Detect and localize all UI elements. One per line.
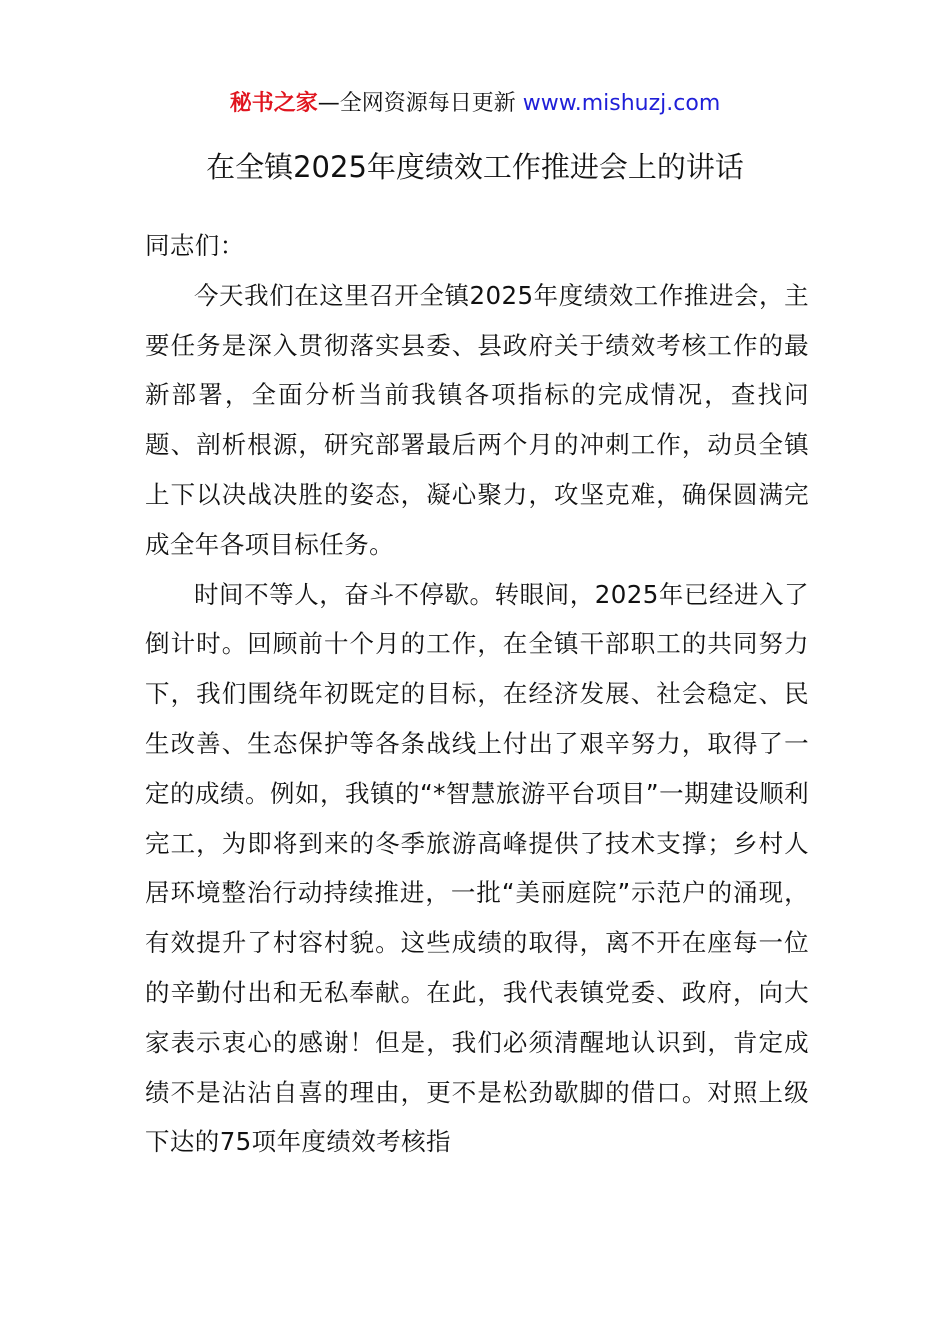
site-header: [0, 88, 950, 120]
document-body: [145, 221, 809, 1167]
site-url-link[interactable]: www.mishuzj.com: [522, 91, 721, 116]
salutation: 同志们：: [145, 231, 245, 260]
site-brand: 秘书之家: [229, 91, 318, 116]
document-title: 在全镇2025年度绩效工作推进会上的讲话: [206, 150, 744, 184]
site-tagline: —全网资源每日更新: [317, 91, 516, 116]
paragraph: 今天我们在这里召开全镇2025年度绩效工作推进会，主要任务是深入贯彻落实县委、县政府关于绩效考核工作的最新部署，全面分析当前我镇各项指标的完成情况，查找问题、剖析根源，研究部署最后两个月的冲刺工作，动员全镇上下以决战决胜的姿态，凝心聚力，攻坚克难，确保圆满完成全年各项目标任务。: [145, 280, 809, 559]
paragraph: 时间不等人，奋斗不停歇。转眼间，2025年已经进入了倒计时。回顾前十个月的工作，在全镇干部职工的共同努力下，我们围绕年初既定的目标，在经济发展、社会稳定、民生改善、生态保护等各条战线上付出了艰辛努力，取得了一定的成绩。例如，我镇的“*智慧旅游平台项目”一期建设顺利完工，为即将到来的冬季旅游高峰提供了技术支撑；乡村人居环境整治行动持续推进，一批“美丽庭院”示范户的涌现，有效提升了村容村貌。这些成绩的取得，离不开在座每一位的辛勤付出和无私奉献。在此，我代表镇党委、政府，向大家表示衷心的感谢！但是，我们必须清醒地认识到，肯定成绩不是沾沾自喜的理由，更不是松劲歇脚的借口。对照上级下达的75项年度绩效考核指: [145, 579, 809, 1157]
